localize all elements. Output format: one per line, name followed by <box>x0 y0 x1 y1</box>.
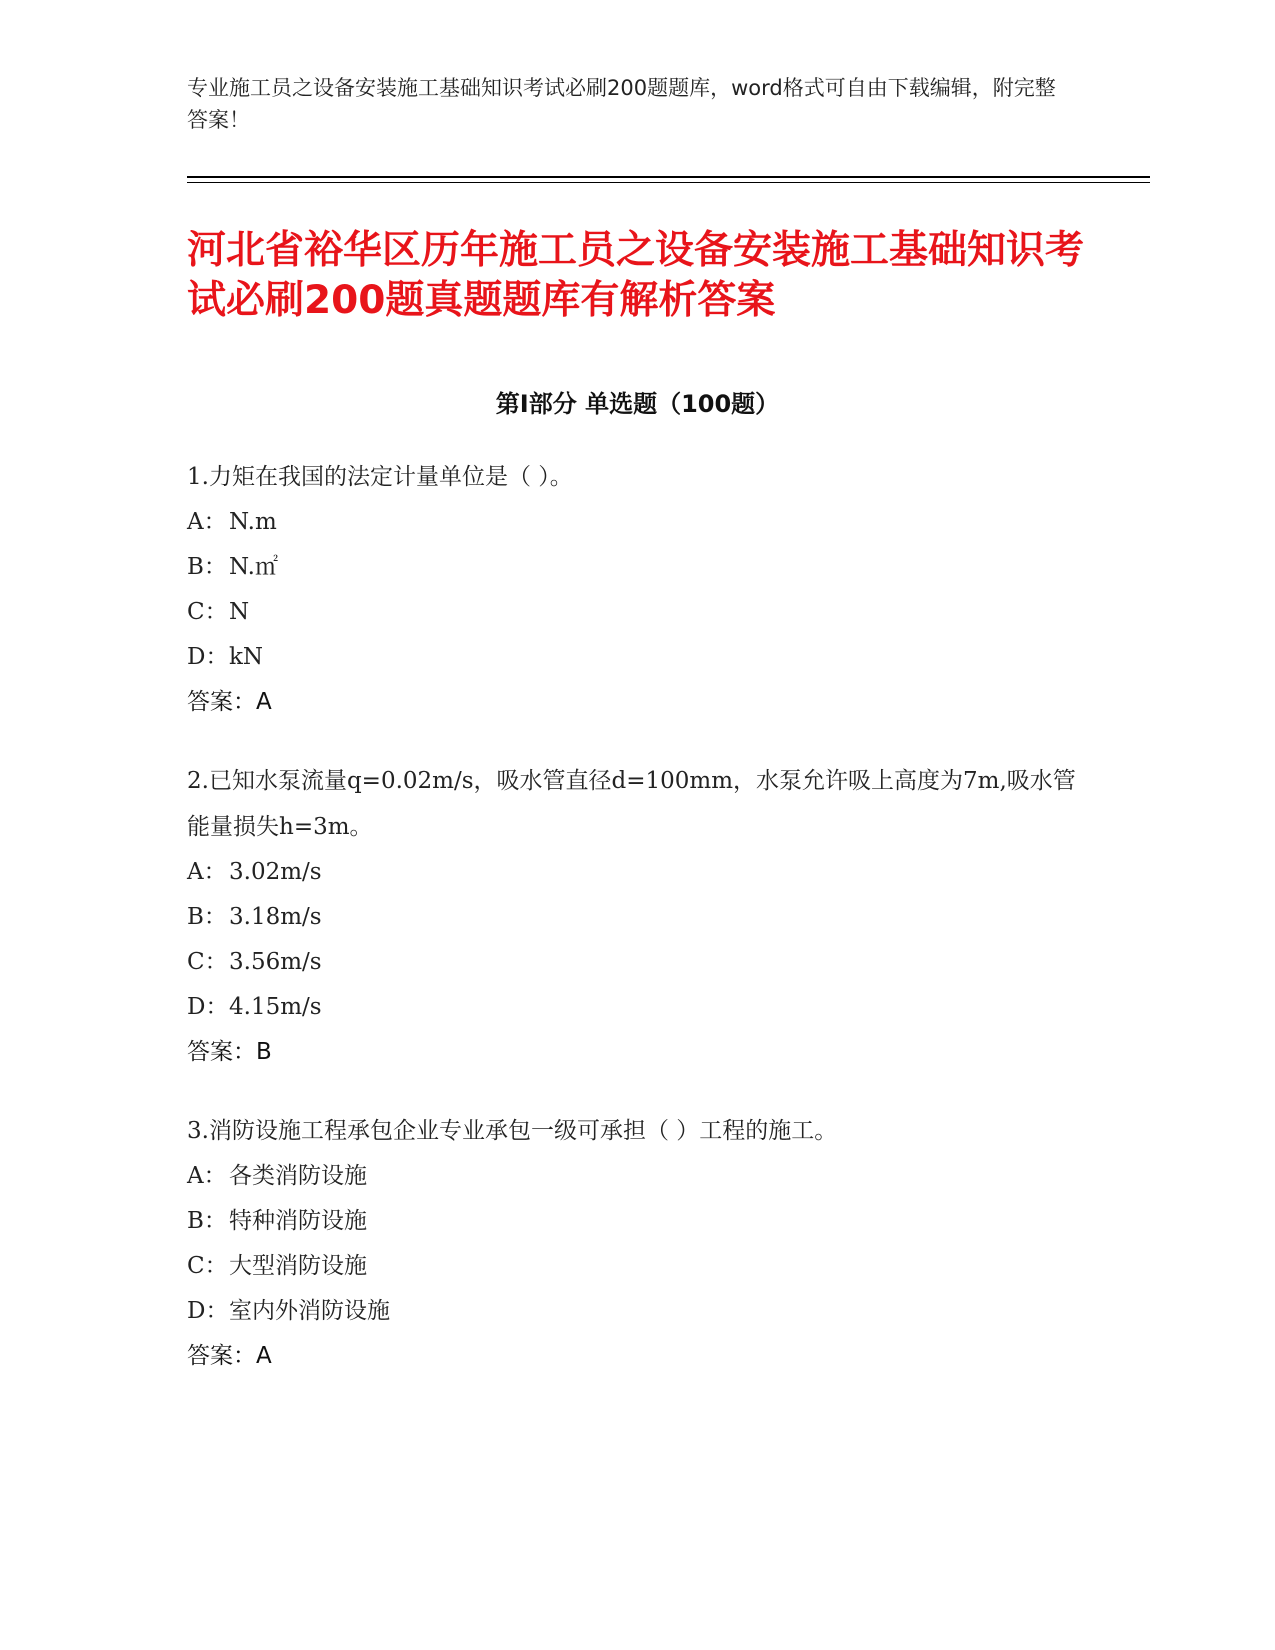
option-key: D： <box>187 644 229 670</box>
answer: 答案：A <box>187 689 272 715</box>
option-key: D： <box>187 994 229 1020</box>
option-d <box>187 1289 1087 1334</box>
option-key: A： <box>187 859 227 885</box>
option-key: A： <box>187 1163 227 1189</box>
document-title: 河北省裕华区历年施工员之设备安装施工基础知识考试必刷200题真题题库有解析答案 <box>187 228 1085 323</box>
option-key: D： <box>187 1298 229 1324</box>
header-divider-thin <box>187 182 1150 183</box>
option-text: N <box>229 599 250 625</box>
answer: 答案：B <box>187 1039 272 1065</box>
option-text: 特种消防设施 <box>229 1208 367 1234</box>
option-text: 4.15m/s <box>229 994 322 1020</box>
option-text: 各类消防设施 <box>229 1163 367 1189</box>
option-text: kN <box>229 644 264 670</box>
question-1 <box>187 454 1087 725</box>
section-heading: 第Ⅰ部分 单选题（100题） <box>495 390 780 418</box>
question-3 <box>187 1108 1087 1379</box>
question-stem: 1.力矩在我国的法定计量单位是（ ）。 <box>187 464 573 490</box>
header-divider-thick <box>187 176 1150 178</box>
option-c <box>187 1244 1087 1289</box>
option-key: C： <box>187 1253 228 1279</box>
question-stem: 3.消防设施工程承包企业专业承包一级可承担（ ）工程的施工。 <box>187 1118 838 1144</box>
option-text: N.m <box>229 509 277 535</box>
option-a <box>187 850 1087 895</box>
option-key: A： <box>187 509 227 535</box>
question-2 <box>187 758 1087 1075</box>
option-text: N.㎡ <box>229 554 278 580</box>
answer: 答案：A <box>187 1343 272 1369</box>
header-note: 专业施工员之设备安装施工基础知识考试必刷200题题库，word格式可自由下载编辑，附完整答案！ <box>187 76 1056 132</box>
option-text: 室内外消防设施 <box>229 1298 390 1324</box>
option-c <box>187 940 1087 985</box>
option-b <box>187 1199 1087 1244</box>
option-c <box>187 590 1087 635</box>
option-text: 3.56m/s <box>229 949 322 975</box>
option-b <box>187 545 1087 590</box>
question-stem: 2.已知水泵流量q=0.02m/s，吸水管直径d=100mm，水泵允许吸上高度为7m,吸水管能量损失h=3m。 <box>187 768 1076 840</box>
option-text: 大型消防设施 <box>229 1253 367 1279</box>
option-text: 3.02m/s <box>229 859 322 885</box>
option-d <box>187 635 1087 680</box>
option-a <box>187 500 1087 545</box>
option-key: B： <box>187 554 227 580</box>
option-key: B： <box>187 904 227 930</box>
option-b <box>187 895 1087 940</box>
option-a <box>187 1154 1087 1199</box>
option-d <box>187 985 1087 1030</box>
option-text: 3.18m/s <box>229 904 322 930</box>
option-key: B： <box>187 1208 227 1234</box>
option-key: C： <box>187 949 228 975</box>
option-key: C： <box>187 599 228 625</box>
